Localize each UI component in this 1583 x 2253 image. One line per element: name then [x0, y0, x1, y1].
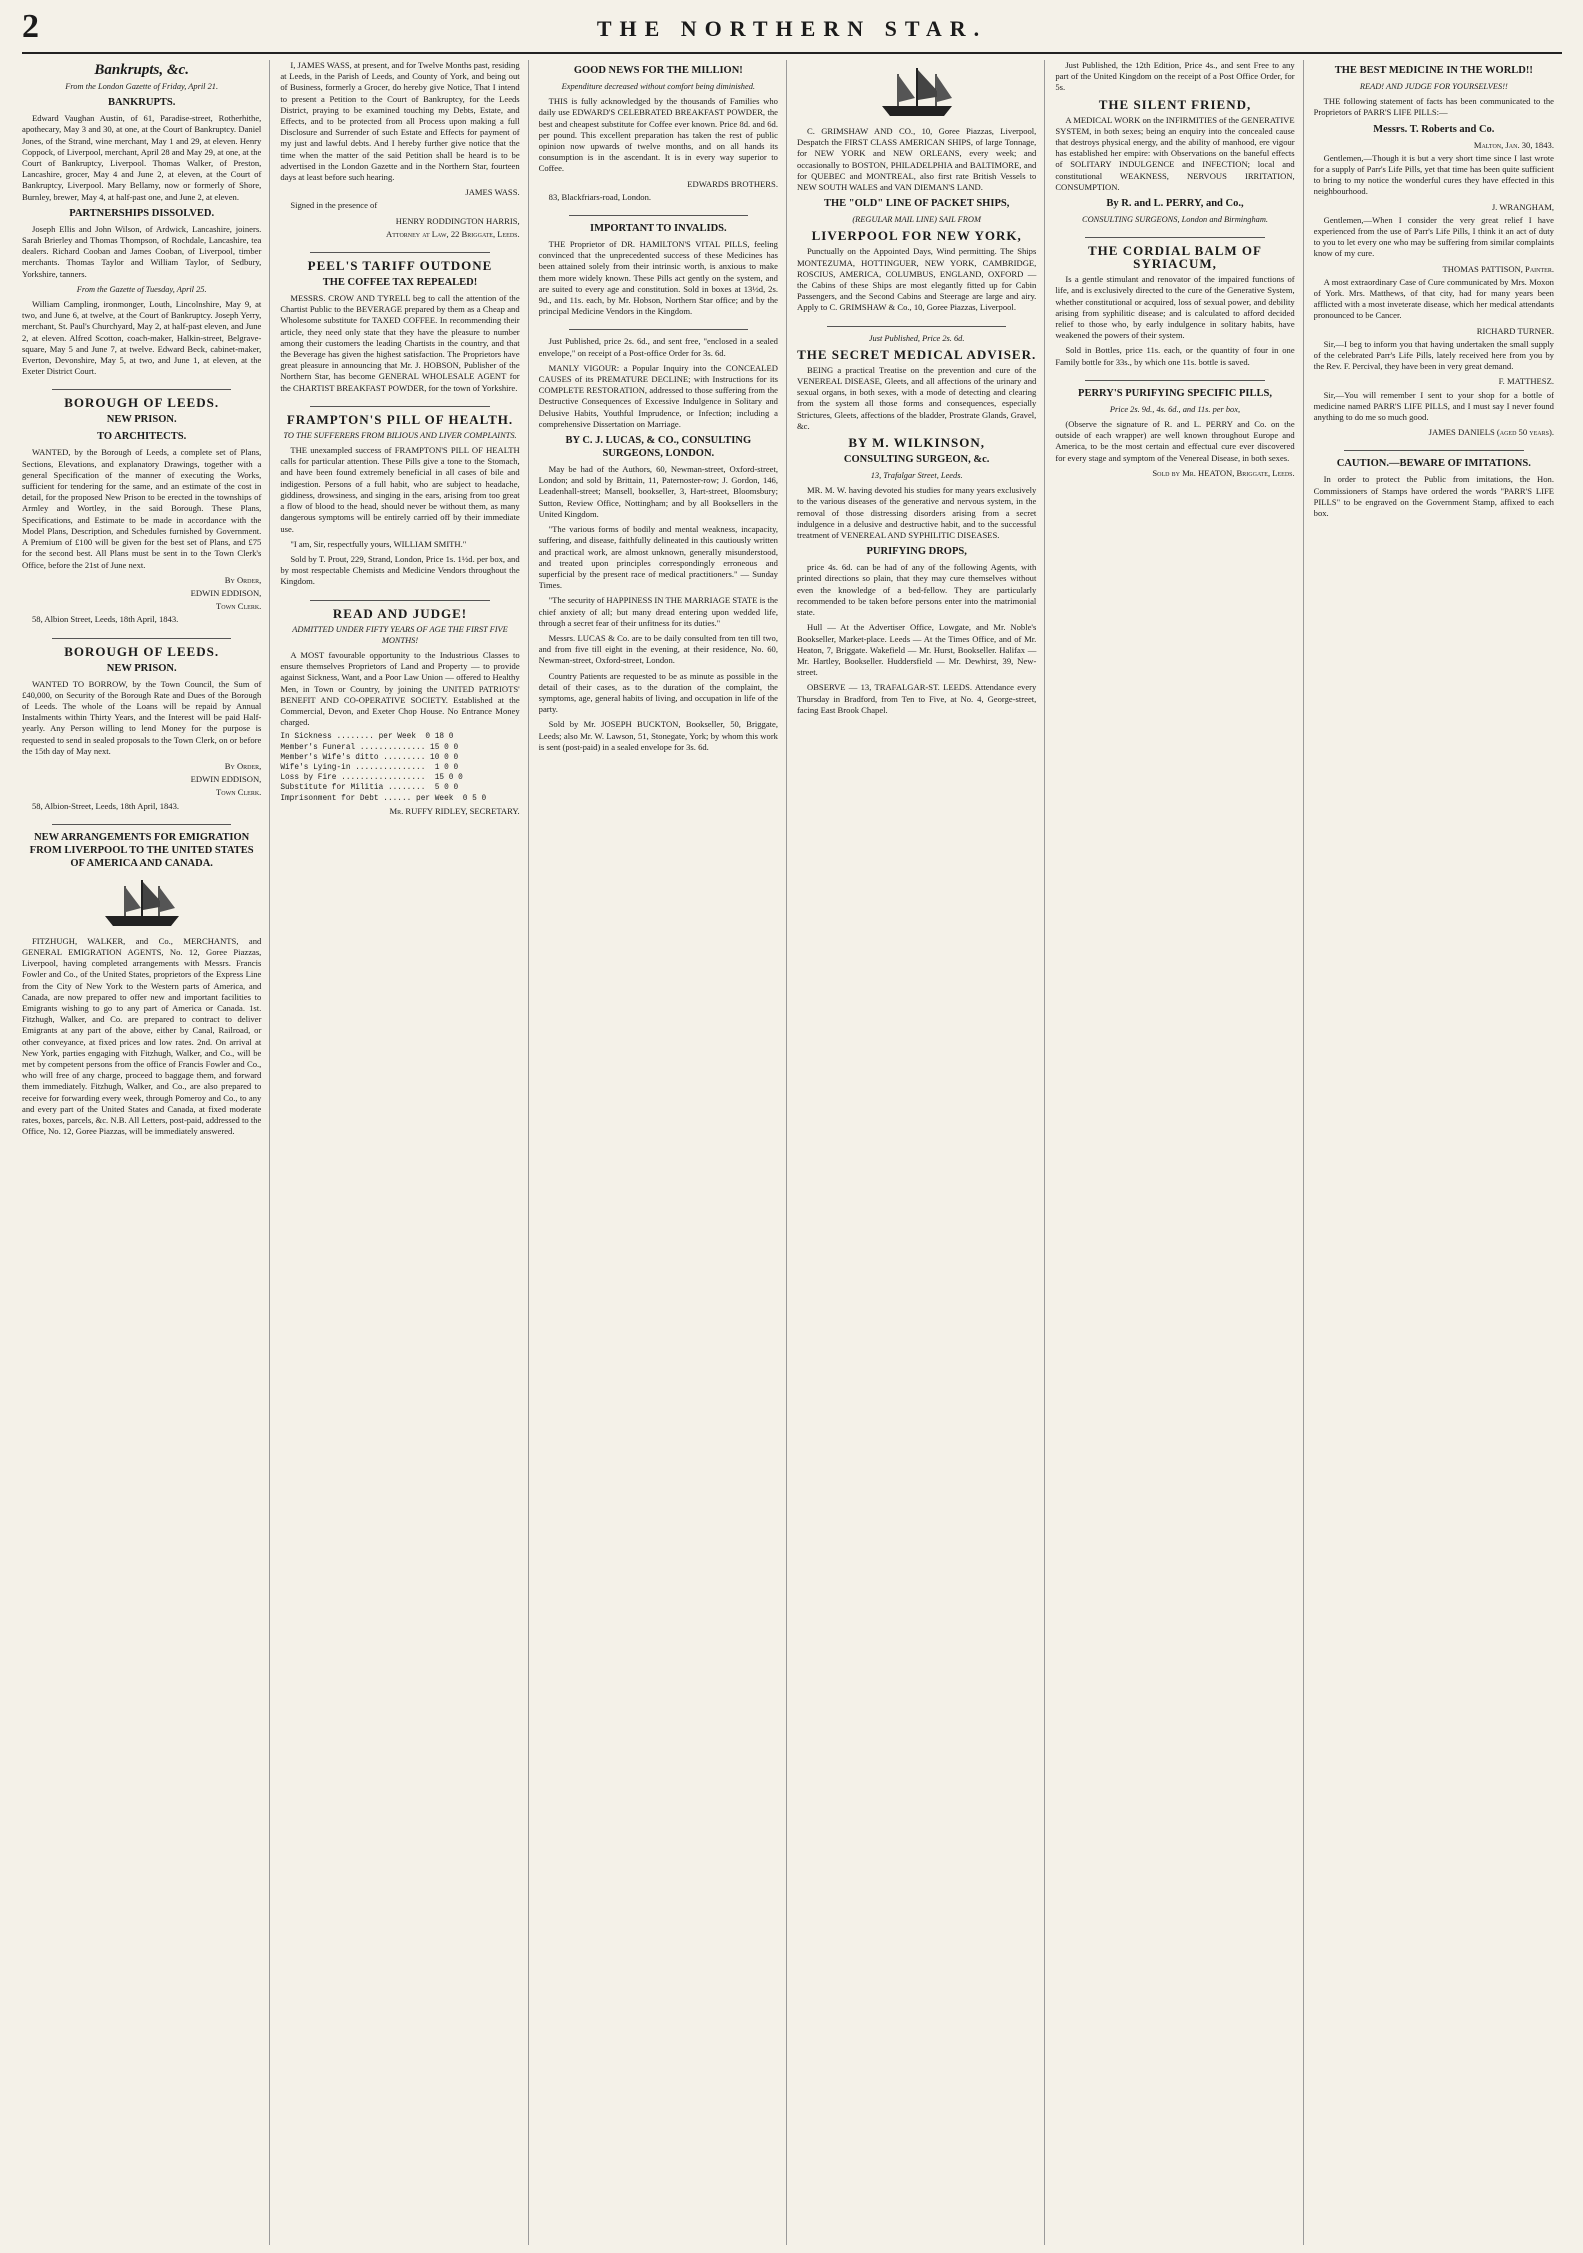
- article-heading: Bankrupts, &c.: [94, 62, 189, 78]
- ad-heading: IMPORTANT TO INVALIDS.: [589, 223, 727, 235]
- column-1: [22, 60, 270, 2245]
- ad-signature-title: Town Clerk.: [216, 787, 262, 798]
- ad-author: By R. and L. PERRY, and Co.,: [1106, 198, 1244, 210]
- ad-subheading: ADMITTED UNDER FIFTY YEARS OF AGE THE FIRST FIVE MONTHS!: [292, 624, 508, 645]
- ad-signature: EDWIN EDDISON,: [190, 587, 262, 598]
- ad-text: FITZHUGH, WALKER, and Co., MERCHANTS, and GENERAL EMIGRATION AGENTS, No. 12, Goree Piazzas, Liverpool, having completed arrangements with Messrs. Francis Fowler and Co., of the United States, proprietors of the Express Line from the City of New York to the Western parts of America, and Canada, are now prepared to offer new and important facilities to Emigrants wishing to go to any part of America or Canada. 1st. Fitzhugh, Walker, and Co. are prepared to contract to deliver Emigrants at any part of the above, either by Canal, Railroad, or other conveyance, at fixed prices and low rates. 2nd. On arrival at New York, parties engaging with Fitzhugh, Walker, and Co., will be met by competent persons from the office of Francis Fowler and Co., who will free of any charge, proceed to baggage them, and forward them immediately. Fitzhugh, Walker, and Co., are also prepared to receive for forwarding every week, through Pomeroy and Co., to any and every part of the United States and Canada, at fixed moderate rates, boxes, parcels, &c. N.B. All Letters, post-paid, addressed to the Office, No. 12, Goree Piazzas, will be immediately answered.: [22, 935, 262, 1137]
- ad-text: WANTED, by the Borough of Leeds, a complete set of Plans, Sections, Elevations, and explanatory Drawings, together with a general Specification of the manner of executing the Works, sufficient for tendering for the same, and an estimate of the cost in detail, for the proposed New Prison to be erected in the townships of Armley and Wortley, in the said Borough. These Plans, Specifications, and Estimate to be made in accordance with the Model Plans, Description, and Schedules furnished by Government. A Premium of £100 will be given for the best set of Plans, and £75 for the second best. All Plans must be sent in to the Town Clerk's Office, before the 21st of June next.: [22, 447, 262, 570]
- ad-text: BEING a practical Treatise on the prevention and cure of the VENEREAL DISEASE, Gleets, and all affections of the urinary and sexual organs, in both sexes, with a mode of detecting and clearing from the system all those forms and consequences, especially Strictures, Gleets, affections of the bladder, Prostrate Glands, Gravel, &c.: [796, 364, 1037, 431]
- perry-pills-ad: [1055, 387, 1294, 479]
- ad-heading: PURIFYING DROPS,: [866, 546, 967, 558]
- ad-text: price 4s. 6d. can be had of any of the following Agents, with printed directions so plain, that they may cure themselves without even the knowledge of a bed-fellow. They are particularly recommended to be taken before persons enter into the matrimonial state.: [796, 562, 1037, 618]
- letter-signature: JAMES DANIELS (aged 50 years).: [1428, 427, 1554, 438]
- ad-text: Is a gentle stimulant and renovator of the impaired functions of life, and is exclusively directed to the cure of the Generative System, whether constitutional or acquired, loss of sexual power, and debility arising from syphilitic disease; and is calculated to afford decided relief to those who, by early indulgence in solitary habits, have weakened the powers of their system.: [1055, 274, 1295, 341]
- article-text: William Campling, ironmonger, Louth, Lincolnshire, May 9, at two, and June 6, at twelve, at the Court of Bankruptcy. Joseph Yerry, merchant, St. Paul's Churchyard, May 2, at half-past eleven, and June 2, at eleven. Alfred Scotton, coach-maker, Halkin-street, Belgrave-square, May 5 and June 7, at twelve. Edward Beck, cabinet-maker, Everton, Devonshire, May 5, at two, and June 1, at eleven, at the Exeter District Court.: [22, 299, 262, 377]
- divider: [52, 824, 231, 825]
- divider: [310, 600, 489, 601]
- notice-text: I, JAMES WASS, at present, and for Twelve Months past, residing at Leeds, in the Parish of Leeds, and County of York, and being out of Business, formerly a Grocer, do hereby give Notice, That I intend to present a Petition to the Court of Bankruptcy, for the Leeds District, praying to be examined touching my Debts, Estate, and Effects, and to be protected from all Process upon making a full Disclosure and Surrender of such Estate and Effects for payment of my just and lawful debts. And I hereby further give notice that the time when the matter of the said Petition shall be heard is to be advertised in the London Gazette and in the Northern Star, fourteen days at least before such hearing.: [280, 60, 520, 183]
- frampton-ad: [280, 413, 519, 588]
- ad-text: A MEDICAL WORK on the INFIRMITIES of the GENERATIVE SYSTEM, in both sexes; being an enquiry into the concealed cause that destroys physical energy, and the ability of manhood, ere vigour has established her empire: with Observations on the baneful effects of SOLITARY INDULGENCE and INFECTION; local and constitutional WEAKNESS, NERVOUS IRRITATION, CONSUMPTION.: [1055, 114, 1295, 192]
- benefits-table: In Sickness ........ per Week 0 18 0 Member's Funeral .............. 15 0 0 Member's Wife's ditto ......... 10 0 0 Wife's Lying-in ............... 1 0 0 Loss by Fire .................. 15 0 0 Substitute for Militia ........ 5 0 0 Imprisonment for Debt ...... per Week 0 5 0: [280, 733, 487, 803]
- ad-subheading: TO ARCHITECTS.: [97, 431, 187, 443]
- grimshaw-ad: [797, 66, 1036, 314]
- ad-order: By Order,: [224, 760, 262, 771]
- invalids-ad: [539, 222, 778, 317]
- divider: [52, 389, 231, 390]
- divider: [569, 215, 748, 216]
- cordial-balm-ad: [1055, 244, 1294, 368]
- ad-subheading: THE COFFEE TAX REPEALED!: [322, 277, 478, 289]
- ad-text: MESSRS. CROW AND TYRELL beg to call the attention of the Chartist Public to the BEVERAGE prepared by them as a Cheap and Wholesome substitute for TAXED COFFEE. In recommending their article, they need only state that they have the pleasure to number among their customers the leading Chartists in the country, and that the Beverage has given the highest satisfaction. The Proprietors have great pleasure in announcing that Mr. J. HOBSON, Publisher of the Northern Star, has become GENERAL WHOLESALE AGENT for the CHARTIST BREAKFAST POWDER, for the town of Yorkshire.: [280, 293, 520, 393]
- ad-price: Just Published, Price 2s. 6d.: [868, 333, 965, 343]
- ad-text: MANLY VIGOUR: a Popular Inquiry into the CONCEALED CAUSES of its PREMATURE DECLINE; with Instructions for its COMPLETE RESTORATION, addressed to those suffering from the Destructive Consequences of Excessive Indulgence in Solitary and Delusive Habits, Youthful Imprudence, or Infection; including a comprehensive Dissertation on Marriage.: [538, 362, 778, 429]
- emigration-ad: [22, 831, 261, 1138]
- column-4: [797, 60, 1045, 2245]
- letter-signature: RICHARD TURNER.: [1476, 325, 1554, 336]
- ad-text: (Observe the signature of R. and L. PERRY and Co. on the outside of each wrapper) are well known throughout Europe and America, to be the most certain and effectual cure ever discovered for every stage and symptom of the Venereal Disease, in both sexes.: [1055, 419, 1295, 463]
- ad-text: Messrs. LUCAS & Co. are to be daily consulted from ten till two, and from five till eight in the evening, at their residence, No. 60, Newman-street, Oxford-street, London.: [538, 632, 778, 666]
- divider: [310, 252, 489, 253]
- ad-heading: BOROUGH OF LEEDS.: [64, 395, 220, 411]
- notice-witness: HENRY RODDINGTON HARRIS,: [395, 215, 520, 226]
- secret-adviser-ad: [797, 333, 1036, 716]
- notice-text: In order to protect the Public from imitations, the Hon. Commissioners of Stamps have ordered the words "PARR'S LIFE PILLS" to be engraved on the Government Stamp, affixed to each box.: [1313, 474, 1554, 519]
- read-and-judge-ad: [280, 607, 519, 817]
- ad-text: THE unexampled success of FRAMPTON'S PILL OF HEALTH calls for particular attention. These Pills give a tone to the Stomach, and have been found extremely beneficial in all cases of bile and indigestion. Persons of a full habit, who are subject to headache, giddiness, drowsiness, and singing in the ears, arising from too great a flow of blood to the head, should never be without them, as many dangerous symptoms will be entirely carried off by their immediate use.: [280, 445, 520, 534]
- ad-signature: EDWARDS BROTHERS.: [687, 178, 778, 189]
- ad-heading: BOROUGH OF LEEDS.: [64, 643, 220, 659]
- ad-heading: THE SECRET MEDICAL ADVISER.: [797, 346, 1037, 362]
- letter-text: Gentlemen,—When I consider the very great relief I have experienced from the use of Parr's Life Pills, I think it an act of duty to you to let every one who may be suffering from similar complaints know of my cure.: [1313, 214, 1554, 259]
- borough-architects-ad: [22, 396, 261, 625]
- column-5: [1055, 60, 1303, 2245]
- ad-author-title: CONSULTING SURGEONS, London and Birmingham.: [1082, 215, 1268, 225]
- ad-address: 58, Albion-Street, Leeds, 18th April, 1843.: [32, 800, 180, 811]
- ad-text: WANTED TO BORROW, by the Town Council, the Sum of £40,000, on Security of the Borough Rate and Dues of the Borough of Leeds. The whole of the Loans will be repaid by Annual Instalments within Thirty Years, and the Interest will be paid Half-yearly. Any Person willing to lend Money for the purpose is requested to send in sealed proposals to the Town Clerk, on or before the 15th day of May next.: [22, 678, 262, 756]
- ad-price: Just Published, price 2s. 6d., and sent free, "enclosed in a sealed envelope," on receipt of a Post-office Order for 3s. 6d.: [538, 336, 778, 358]
- ad-authors: BY C. J. LUCAS, & CO., CONSULTING SURGEONS, LONDON.: [565, 435, 752, 460]
- notice-presence: Signed in the presence of: [290, 200, 378, 211]
- borough-loan-ad: [22, 645, 261, 812]
- column-3: [539, 60, 787, 2245]
- ad-heading: THE SILENT FRIEND,: [1098, 96, 1252, 112]
- secretary-signature: Mr. RUFFY RIDLEY, SECRETARY.: [389, 805, 520, 816]
- ad-text: May be had of the Authors, 60, Newman-street, Oxford-street, London; and sold by Brittain, 11, Paternoster-row; J. Gordon, 146, Leadenhall-street; Mansell, bookseller, 3, Hart-street, Bloomsbury; Sutton, Review Office, Nottingham; and by all Booksellers in the United Kingdom.: [538, 464, 778, 519]
- ad-signature: EDWIN EDDISON,: [190, 774, 262, 785]
- letter-addressee: Messrs. T. Roberts and Co.: [1373, 123, 1495, 135]
- ad-text: C. GRIMSHAW AND CO., 10, Goree Piazzas, Liverpool, Despatch the FIRST CLASS AMERICAN SHIPS, of large Tonnage, for NEW YORK and NEW ORLEANS, every week; and occasionally to BOSTON, PHILADELPHIA and BALTIMORE, and for QUEBEC and MONTREAL, also first rate British Vessels to NEW SOUTH WALES and VAN DIEMAN'S LAND.: [796, 126, 1037, 193]
- ad-subheading: NEW PRISON.: [106, 414, 177, 426]
- ad-text: A MOST favourable opportunity to the Industrious Classes to ensure themselves Proprietors of Land and Property — to provide against Sickness, Want, and a Poor Law Union — offered to Healthy Men, in Town or Country, by joining the UNITED PATRIOTS' BENEFIT AND CO-OPERATIVE SOCIETY. Established at the Commercial, Devon, and Exeter Chop House. No Entrance Money charged.: [280, 649, 520, 728]
- ship-icon: [872, 66, 962, 120]
- ad-price: Sold in Bottles, price 11s. each, or the quantity of four in one Family bottle for 33s., by which one 11s. bottle is saved.: [1055, 345, 1295, 367]
- ad-price: Price 2s. 9d., 4s. 6d., and 11s. per box,: [1109, 404, 1241, 414]
- letter-text: Gentlemen,—Though it is but a very short time since I last wrote for a supply of Parr's Life Pills, yet that time has been quite sufficient to bring to my notice the wonderful cures they have effected in this neighbourhood.: [1313, 152, 1554, 197]
- parrs-pills-ad: [1314, 64, 1554, 438]
- letter-signature: THOMAS PATTISON, Painter.: [1442, 263, 1554, 274]
- letter-signature: J. WRANGHAM,: [1491, 201, 1554, 212]
- divider: [1085, 237, 1264, 238]
- ad-text: Punctually on the Appointed Days, Wind permitting. The Ships MONTEZUMA, HOTTINGUER, NEW YORK, CAMBRIDGE, ROSCIUS, AMERICA, COLUMBUS, ENGLAND, OXFORD — the Cabins of these Ships are most elegantly fitted up for Cabin Passengers, and the Second Cabins and Steerage are large and airy. Apply to C. GRIMSHAW & Co., 10, Goree Piazzas, Liverpool.: [796, 246, 1037, 313]
- silent-friend-ad: [1055, 60, 1294, 225]
- ad-quote: "I am, Sir, respectfully yours, WILLIAM SMITH.": [290, 538, 467, 549]
- paper-title: THE NORTHERN STAR.: [596, 16, 988, 41]
- caution-notice: [1314, 457, 1554, 519]
- ad-text: THE Proprietor of DR. HAMILTON'S VITAL PILLS, feeling convinced that the unprecedented success of these Medicines has been attained solely from their intrinsic worth, is anxious to make them more widely known. These Pills act gently on the system, and are suited to every age and constitution. Sold in boxes at 13½d, 2s. 9d., and 11s. each, by Mr. Hobson, Northern Star office; and by the principal Medicine Vendors in the Kingdom.: [538, 239, 778, 317]
- ad-heading: THE CORDIAL BALM OF SYRIACUM,: [1088, 243, 1262, 272]
- peel-tariff-ad: [280, 259, 519, 394]
- letter-date: Malton, Jan. 30, 1843.: [1473, 139, 1554, 150]
- ad-subheading: NEW PRISON.: [106, 662, 177, 674]
- columns: [22, 60, 1562, 2245]
- ad-author-title: CONSULTING SURGEON, &c.: [843, 454, 990, 466]
- ad-agents: Hull — At the Advertiser Office, Lowgate, and Mr. Noble's Bookseller, Market-place. Leeds — At the Times Office, and of Mr. Heaton, 7, Briggate. Wakefield — Mr. Hurst, Bookseller. Halifax — Mr. Hartley, Bookseller. Huddersfield — Mr. Dewhirst, 39, New-street.: [796, 622, 1037, 678]
- ad-text: Country Patients are requested to be as minute as possible in the detail of their cases, as to the duration of the complaint, the symptoms, age, general habits of living, and occupation in life of the party.: [538, 670, 778, 715]
- divider: [52, 638, 231, 639]
- bankrupts-article: [22, 64, 261, 377]
- article-text: Joseph Ellis and John Wilson, of Ardwick, Lancashire, joiners. Sarah Brierley and Thomas Thompson, of Rochdale, Lancashire, tea dealers. Richard Cooban and James Cooban, of Liverpool, timber merchants. Thomas Taylor and William Taylor, of Sedbury, Yorkshire, tanners.: [22, 223, 262, 279]
- column-6: [1314, 60, 1562, 2245]
- divider: [310, 406, 489, 407]
- ad-text: Sold by Mr. JOSEPH BUCKTON, Bookseller, 50, Briggate, Leeds; also Mr. W. Lawson, 51, Stonegate, York; by whom this work is sent (post-paid) in a sealed envelope for 3s. 6d.: [538, 719, 778, 752]
- good-news-ad: [539, 64, 778, 203]
- section-label: PARTNERSHIPS DISSOLVED.: [69, 207, 215, 219]
- ad-heading: THE "OLD" LINE OF PACKET SHIPS,: [823, 198, 1010, 210]
- ad-destination: LIVERPOOL FOR NEW YORK,: [811, 228, 1022, 244]
- divider: [1344, 450, 1524, 451]
- ad-price: Sold by T. Prout, 229, Strand, London, Price 1s. 1½d. per box, and by most respectable Chemists and Medicine Vendors throughout the Kingdom.: [280, 553, 520, 587]
- ad-address: 83, Blackfriars-road, London.: [548, 191, 652, 202]
- gazette-date: From the Gazette of Tuesday, April 25.: [76, 284, 207, 294]
- notice-witness-address: Attorney at Law, 22 Briggate, Leeds.: [386, 228, 520, 239]
- ad-review: "The various forms of bodily and mental weakness, incapacity, suffering, and disease, faithfully delineated in this cautiously written and practical work, are almost unknown, generally misunderstood, and treated upon principles correspondingly erroneous and superficial by the present race of medical practitioners." — Sunday Times.: [538, 524, 778, 591]
- wass-notice: [280, 60, 519, 240]
- article-text: Edward Vaughan Austin, of 61, Paradise-street, Rotherhithe, apothecary, May 3 and 30, at one, at the Court of Bankruptcy. Daniel Jones, of the Strand, wine merchant, May 1 and 29, at eleven. Henry Coppock, of Liverpool, merchant, April 28 and May 29, at one, at the Court of Bankruptcy, Liverpool. Thomas Walker, of Preston, Lancashire, grocer, May 4 and June 2, at eleven, at the Court of Bankruptcy, Liverpool. Mary Bellamy, now or formerly of Shore, Burnley, brewer, May 4, at half-past one, and June 2, at eleven.: [22, 113, 262, 202]
- masthead: [22, 6, 1562, 54]
- ad-address: 58, Albion Street, Leeds, 18th April, 1843.: [32, 614, 179, 625]
- ad-text: THIS is fully acknowledged by the thousands of Families who daily use EDWARD'S CELEBRATED BREAKFAST POWDER, the best and cheapest substitute for Coffee ever known. Price 8d. and 6d. per pound. This excellent preparation has taken the rest of public opinion now upwards of twelve months, and on all hands its consumption is in the ascendant. It is in every way superior to Coffee.: [538, 96, 778, 174]
- ad-text: "The security of HAPPINESS IN THE MARRIAGE STATE is the chief anxiety of all; but many dread entering upon wedded life, through a secret fear of their unfitness for its duties.": [538, 595, 778, 628]
- ad-seller: Sold by Mr. HEATON, Briggate, Leeds.: [1152, 467, 1295, 478]
- ad-text: THE following statement of facts has been communicated to the Proprietors of PARR'S LIFE PILLS:—: [1313, 96, 1554, 118]
- ad-signature-title: Town Clerk.: [216, 601, 262, 612]
- gazette-date: From the London Gazette of Friday, April 21.: [65, 82, 219, 91]
- ad-intro: Just Published, the 12th Edition, Price 4s., and sent Free to any part of the United Kingdom on the receipt of a Post Office Order, for 5s.: [1055, 60, 1295, 93]
- ship-icon: [97, 876, 187, 930]
- ad-subheading: (REGULAR MAIL LINE) SAIL FROM: [852, 215, 981, 225]
- manly-vigour-ad: [539, 336, 778, 753]
- section-label: BANKRUPTS.: [107, 97, 176, 109]
- letter-text: Sir,—You will remember I sent to your shop for a bottle of medicine named PARR'S LIFE PILLS, and I must say I never found anything to do me so much good.: [1313, 389, 1554, 423]
- letter-signature: F. MATTHESZ.: [1498, 376, 1554, 387]
- notice-signature: JAMES WASS.: [465, 187, 520, 198]
- column-2: [280, 60, 528, 2245]
- ad-heading: FRAMPTON'S PILL OF HEALTH.: [286, 411, 514, 427]
- letter-text: Sir,—I beg to inform you that having undertaken the small supply of the celebrated Parr's Life Pills, lately received here from you by the Rev. F. Percival, they have been in very great demand.: [1313, 338, 1554, 372]
- page-number: 2: [22, 8, 39, 45]
- ad-text: OBSERVE — 13, TRAFALGAR-ST. LEEDS. Attendance every Thursday in Bradford, from Ten to Five, at No. 4, George-street, facing East Brook Chapel.: [796, 682, 1037, 715]
- divider: [827, 326, 1006, 327]
- divider: [1085, 380, 1264, 381]
- ad-subheading: TO THE SUFFERERS FROM BILIOUS AND LIVER COMPLAINTS.: [283, 430, 517, 440]
- ad-author: BY M. WILKINSON,: [848, 435, 985, 451]
- ad-heading: PEEL'S TARIFF OUTDONE: [307, 258, 493, 274]
- ad-heading: NEW ARRANGEMENTS FOR EMIGRATION FROM LIVERPOOL TO THE UNITED STATES OF AMERICA AND CANADA.: [29, 831, 254, 869]
- ad-subheading: READ! AND JUDGE FOR YOURSELVES!!: [1359, 82, 1508, 91]
- ad-subheading: Expenditure decreased without comfort being diminished.: [561, 82, 755, 91]
- ad-order: By Order,: [224, 574, 262, 585]
- ad-heading: PERRY'S PURIFYING SPECIFIC PILLS,: [1078, 387, 1272, 399]
- letter-text: A most extraordinary Case of Cure communicated by Mrs. Moxon of York. Mrs. Matthews, of that city, had for many years been afflicted with a most inveterate disease, which her medical attendants pronounced to be Cancer.: [1313, 276, 1554, 321]
- ad-heading: READ AND JUDGE!: [332, 605, 468, 621]
- ad-address: 13, Trafalgar Street, Leeds.: [870, 471, 963, 481]
- notice-heading: CAUTION.—BEWARE OF IMITATIONS.: [1336, 458, 1531, 470]
- ad-heading: GOOD NEWS FOR THE MILLION!: [573, 65, 743, 76]
- divider: [569, 329, 748, 330]
- ad-heading: THE BEST MEDICINE IN THE WORLD!!: [1334, 65, 1533, 76]
- ad-text: MR. M. W. having devoted his studies for many years exclusively to the various diseases of the generative and nervous system, in the removal of those distressing disorders arising from a secret indulgence in a delusive and destructive habit, and to the successful treatment of VENEREAL AND SYPHILITIC DISEASES.: [796, 485, 1037, 541]
